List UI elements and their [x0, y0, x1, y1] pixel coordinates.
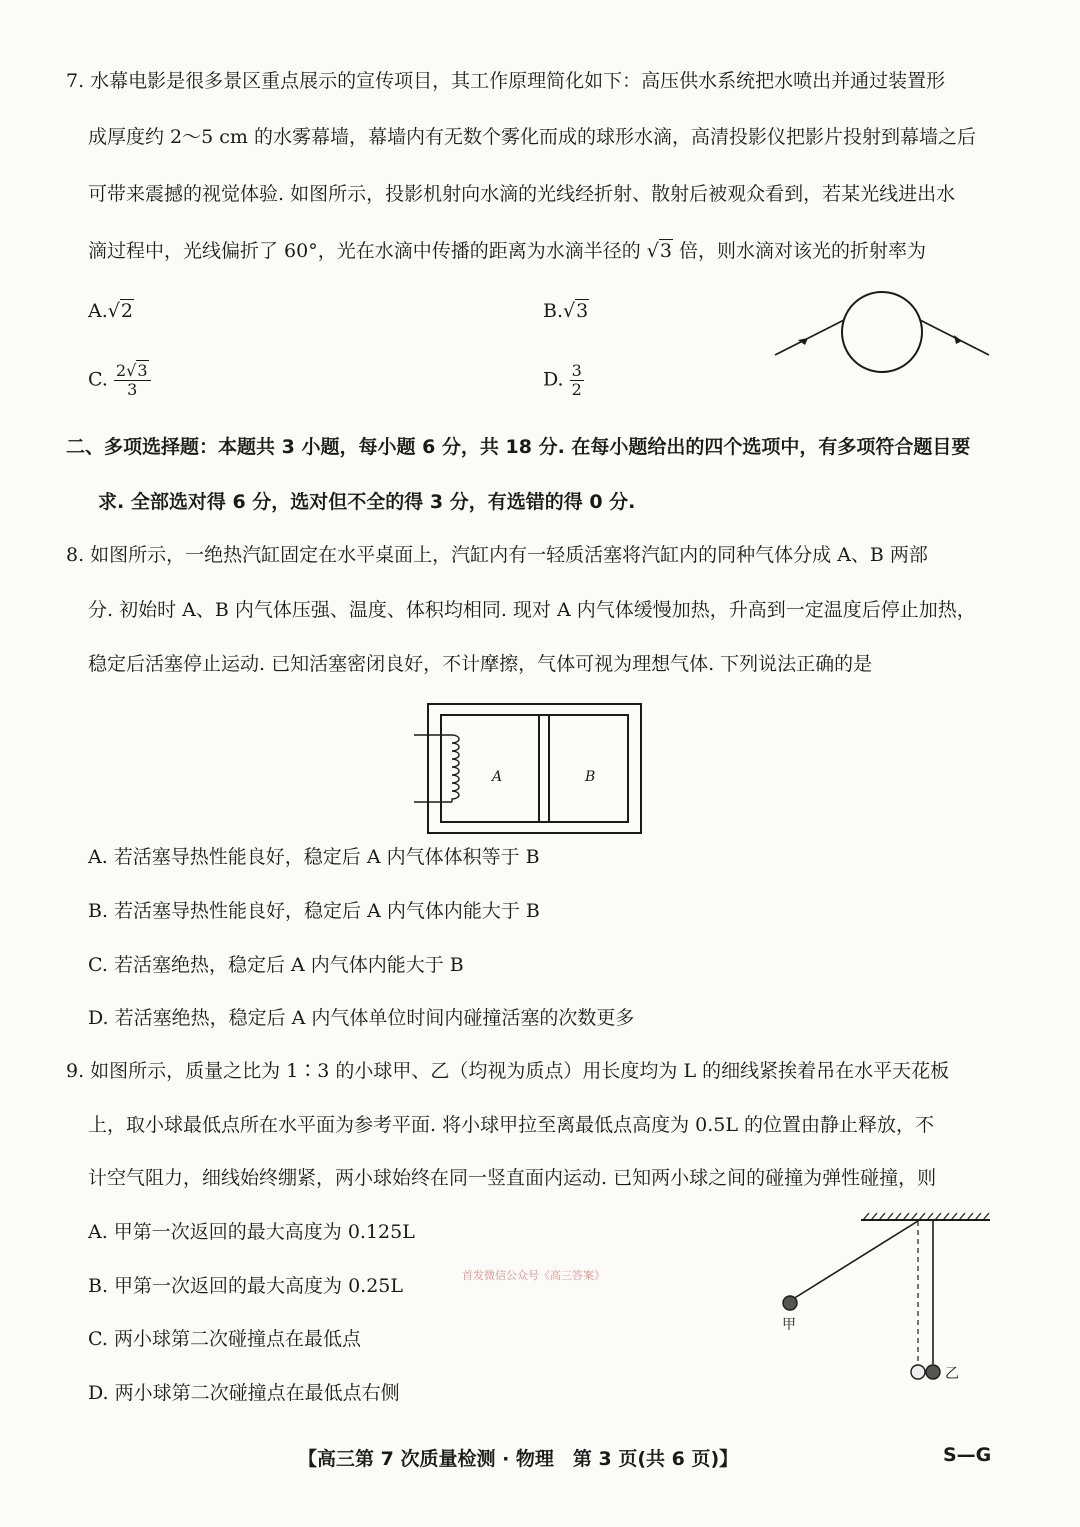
q7-option-a: A.√2	[88, 300, 133, 322]
section2-heading-line-1: 二、多项选择题：本题共 3 小题，每小题 6 分，共 18 分. 在每小题给出的四个选项中，有多项符合题目要	[66, 436, 971, 458]
page-footer: 【高三第 7 次质量检测 · 物理 第 3 页(共 6 页)】	[298, 1448, 739, 1470]
q8-option-d: D. 若活塞绝热，稳定后 A 内气体单位时间内碰撞活塞的次数更多	[88, 1007, 635, 1029]
q7-line-1: 7. 水幕电影是很多景区重点展示的宣传项目，其工作原理简化如下：高压供水系统把水喷出并通过装置形	[66, 70, 946, 92]
cylinder-outer	[428, 704, 641, 833]
label-yi: 乙	[945, 1366, 959, 1382]
q9-option-c: C. 两小球第二次碰撞点在最低点	[88, 1328, 361, 1350]
ball-yi	[926, 1365, 940, 1379]
section2-heading-line-2: 求. 全部选对得 6 分，选对但不全的得 3 分，有选错的得 0 分.	[98, 491, 636, 513]
q7-line-2: 成厚度约 2～5 cm 的水雾幕墙，幕墙内有无数个雾化而成的球形水滴，高清投影仪把影片投射到幕墙之后	[88, 126, 976, 148]
q7-option-c: C. $\frac{2√3}{3}$	[88, 362, 151, 399]
emergent-ray	[920, 320, 989, 355]
q9-option-a: A. 甲第一次返回的最大高度为 0.125L	[88, 1221, 415, 1243]
label-jia: 甲	[782, 1317, 796, 1333]
heater-coil-icon	[452, 735, 459, 802]
paper-code: S—G	[943, 1444, 992, 1466]
incident-arrow-icon	[798, 338, 808, 345]
incident-ray	[775, 320, 844, 355]
water-drop-circle	[842, 292, 922, 372]
q7-line-3: 可带来震撼的视觉体验. 如图所示，投影机射向水滴的光线经折射、散射后被观众看到，若某光线进出水	[88, 183, 956, 205]
q7-water-drop-figure	[770, 285, 995, 380]
ball-jia-dashed	[911, 1365, 925, 1379]
watermark: 首发微信公众号《高三答案》	[462, 1269, 605, 1282]
ceiling-hatch	[863, 1213, 989, 1220]
q9-line-2: 上，取小球最低点所在水平面为参考平面. 将小球甲拉至离最低点高度为 0.5L 的位置由静止释放，不	[88, 1114, 934, 1136]
emergent-arrow-icon	[954, 335, 962, 344]
q8-line-3: 稳定后活塞停止运动. 已知活塞密闭良好，不计摩擦，气体可视为理想气体. 下列说法正确的是	[88, 653, 873, 675]
q7-line-4: 滴过程中，光线偏折了 60°，光在水滴中传播的距离为水滴半径的 √3 倍，则水滴对该光的折射率为	[88, 240, 927, 262]
q9-pendulum-figure	[775, 1212, 1000, 1387]
q8-option-a: A. 若活塞导热性能良好，稳定后 A 内气体体积等于 B	[88, 846, 540, 868]
q7-option-d: D. $\frac{3}{2}$	[543, 361, 582, 399]
q7-option-b: B.√3	[543, 300, 589, 322]
ball-jia	[783, 1296, 797, 1310]
chamber-b-label: B	[585, 769, 596, 785]
cylinder-inner	[441, 715, 628, 822]
q9-line-3: 计空气阻力，细线始终绷紧，两小球始终在同一竖直面内运动. 已知两小球之间的碰撞为弹性碰撞，则	[88, 1167, 937, 1189]
q9-option-d: D. 两小球第二次碰撞点在最低点右侧	[88, 1382, 400, 1404]
q9-option-b: B. 甲第一次返回的最大高度为 0.25L	[88, 1275, 404, 1297]
q9-line-1: 9. 如图所示，质量之比为 1∶3 的小球甲、乙（均视为质点）用长度均为 L 的细线紧挨着吊在水平天花板	[66, 1060, 950, 1082]
q8-cylinder-figure	[412, 702, 647, 837]
q8-option-c: C. 若活塞绝热，稳定后 A 内气体内能大于 B	[88, 954, 464, 976]
q8-line-2: 分. 初始时 A、B 内气体压强、温度、体积均相同. 现对 A 内气体缓慢加热，升高到一定温度后停止加热，	[88, 599, 976, 621]
string-jia	[793, 1221, 918, 1299]
q8-option-b: B. 若活塞导热性能良好，稳定后 A 内气体内能大于 B	[88, 900, 540, 922]
q8-line-1: 8. 如图所示，一绝热汽缸固定在水平桌面上，汽缸内有一轻质活塞将汽缸内的同种气体分成 A、B 两部	[66, 544, 928, 566]
chamber-a-label: A	[492, 769, 503, 785]
